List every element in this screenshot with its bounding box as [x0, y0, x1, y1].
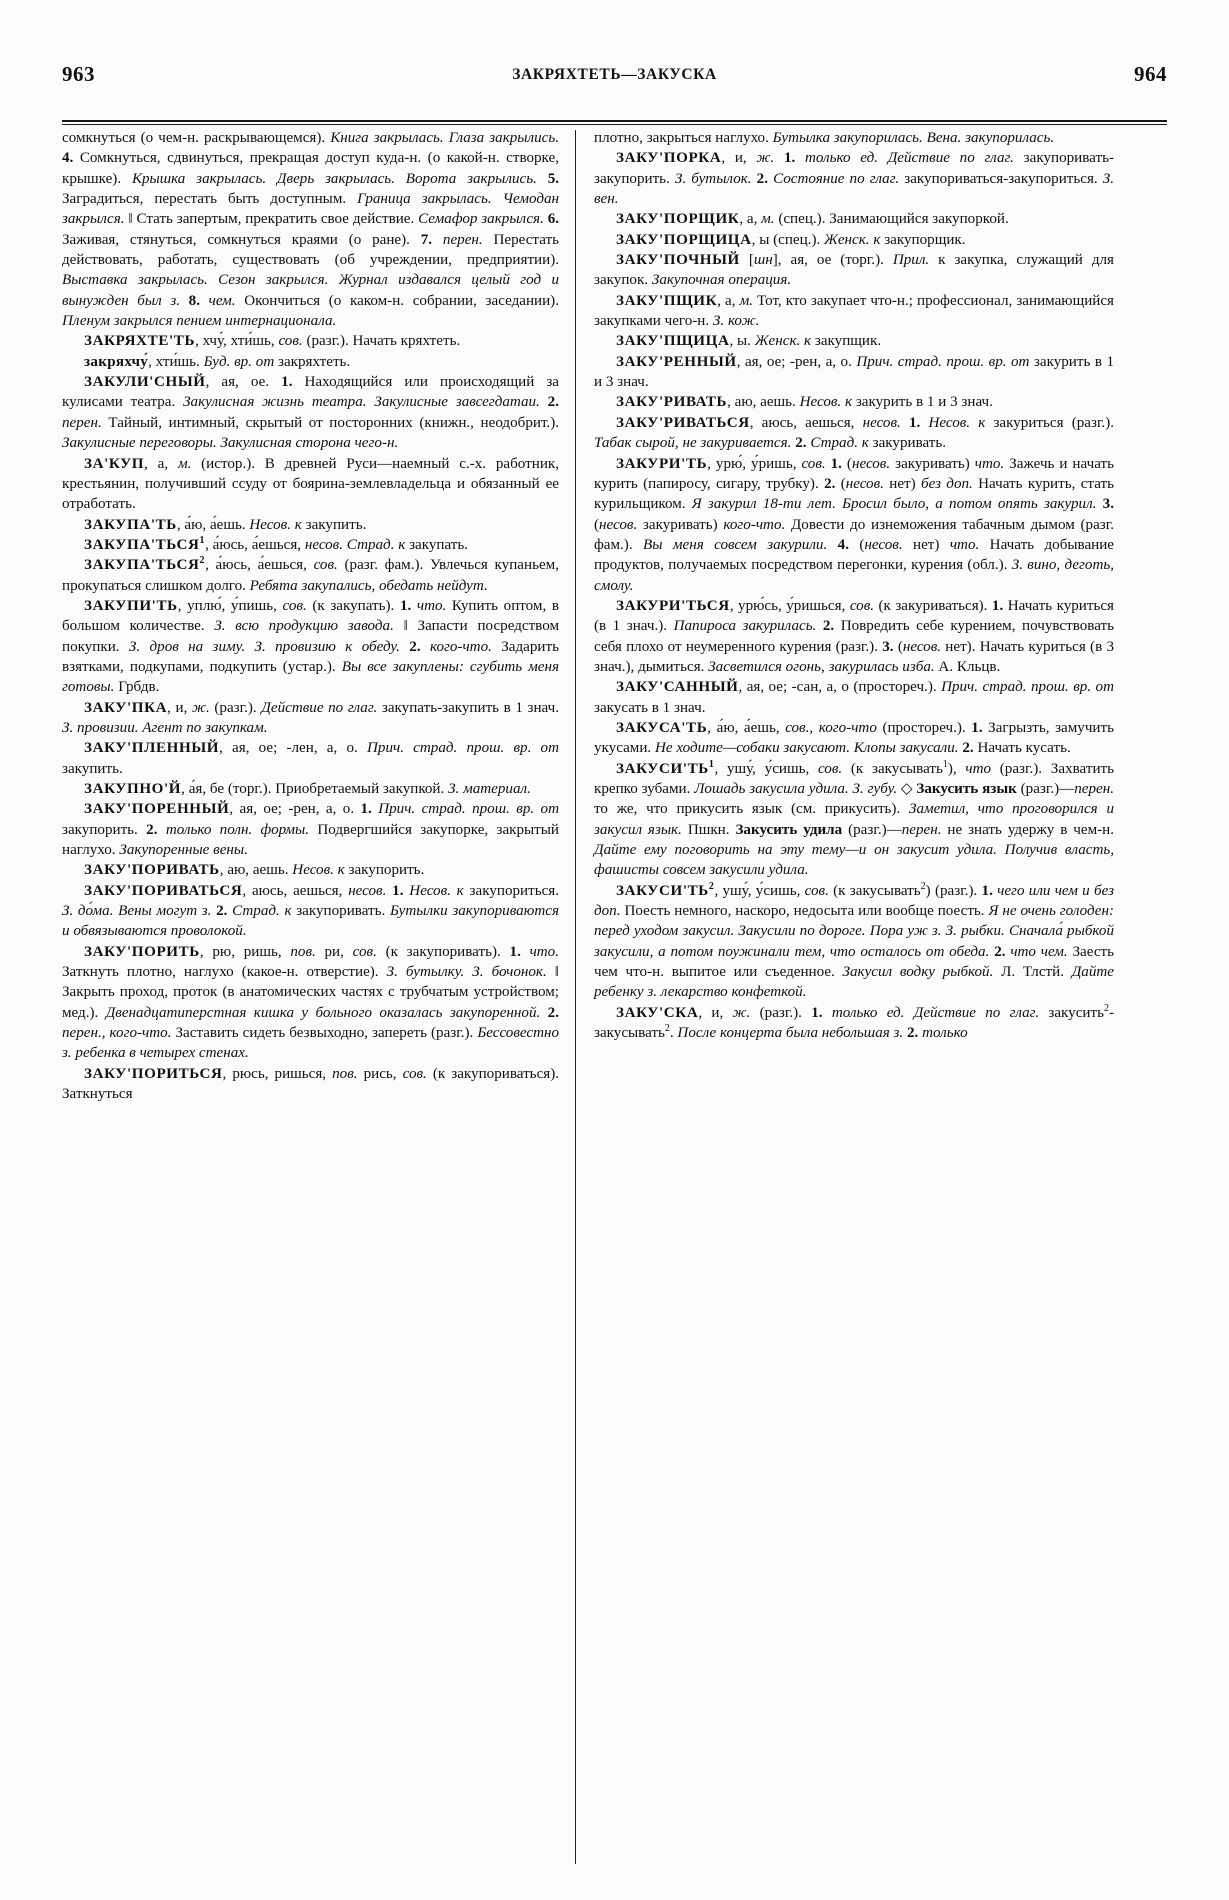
entry-definition: , рюсь, ришься, пов. рись, сов. (к закупориваться). Заткнуться	[62, 1065, 560, 1103]
folio-left: 963	[62, 62, 95, 86]
entry-definition: , рю, ришь, пов. ри, сов. (к закупоривать). 1. что. Заткнуть плотно, наглухо (какое-н. отверстие). З. бутылку. З. бочонок. ‖ Закрыть проход, проток (в анатомических частях с трубчатым устройством; мед.). Двенадцатиперстная кишка у больного оказалась закупоренной. 2. перен., кого-что. Заставить сидеть безвыходно, запереть (разг.). Бессовестно з. ребенка в четырех стенах.	[62, 943, 560, 1062]
dictionary-entry	[594, 454, 1114, 596]
entry-headword: ЗАКУПИ'ТЬ	[84, 597, 178, 614]
dictionary-entry	[62, 352, 559, 372]
dictionary-entry	[594, 209, 1114, 229]
entry-definition: , а́ю, а́ешь, сов., кого-что (простореч.). 1. Загрызть, замучить укусами. Не ходите—собаки закусают. Клопы закусали. 2. Начать кусать.	[594, 719, 1114, 757]
dictionary-entry	[62, 738, 559, 779]
entry-definition: , а́юсь, а́ешься, несов. Страд. к закупать.	[205, 536, 469, 553]
entry-headword: ЗАКУ'ПОРЩИЦА	[616, 231, 752, 248]
entry-definition: [шн], ая, ое (торг.). Прил. к закупка, служащий для закупок. Закупочная операция.	[594, 252, 1114, 289]
dictionary-entry	[594, 230, 1114, 250]
running-head	[62, 62, 1167, 96]
dictionary-entry	[594, 413, 1114, 454]
entry-headword: ЗАКРЯХТЕ'ТЬ	[84, 333, 196, 350]
entry-headword: ЗАКУПА'ТЬСЯ$^2$	[84, 555, 206, 574]
dictionary-entry	[594, 331, 1114, 351]
entry-definition: , и, ж. 1. только ед. Действие по глаг. закупоривать-закупорить. З. бутылок. 2. Состояние по глаг. закупориваться-закупориться. З. вен.	[594, 150, 1115, 208]
entry-definition: , а́юсь, а́ешься, сов. (разг. фам.). Увлечься купаньем, прокупаться слишком долго. Ребята закупались, обедать нейдут.	[62, 557, 559, 594]
entry-definition: , хчу́, хти́шь, сов. (разг.). Начать кряхтеть.	[195, 333, 461, 350]
entry-headword: ЗАКУЛИ'СНЫЙ	[84, 374, 206, 391]
dictionary-entry	[594, 596, 1114, 677]
entry-definition: , аю, аешь. Несов. к закупорить.	[219, 862, 425, 879]
folio-right: 964	[1134, 62, 1167, 86]
entry-headword: ЗАКУ'ПОРИВАТЬСЯ	[84, 882, 243, 899]
entry-headword: ЗАКУ'ПЛЕННЫЙ	[84, 740, 220, 757]
column-right	[594, 128, 1114, 1864]
entry-headword: ЗАКУРИ'ТЬ	[616, 455, 708, 472]
entry-definition: , ая, ое; -рен, а, о. 1. Прич. страд. прош. вр. от закупорить. 2. только полн. формы. Подвергшийся закупорке, закрытый наглухо. Закупоренные вены.	[62, 801, 560, 859]
entry-definition: , хти́шь. Буд. вр. от закряхтеть.	[148, 353, 351, 370]
dictionary-entry	[594, 291, 1114, 332]
entry-definition: , и, ж. (разг.). Действие по глаг. закупать-закупить в 1 знач. З. провизии. Агент по закупкам.	[62, 699, 560, 736]
entry-headword: ЗАКУ'ПОРИТЬ	[84, 943, 200, 960]
dictionary-entry	[62, 881, 559, 942]
dictionary-entry	[62, 596, 559, 698]
entry-headword: ЗАКУ'ПОЧНЫЙ	[616, 252, 740, 269]
entry-headword: ЗАКУ'ПЩИК	[616, 292, 718, 309]
entry-headword: закряхчу́	[84, 353, 149, 370]
dictionary-entry	[594, 759, 1114, 881]
dictionary-entry	[594, 881, 1114, 1003]
dictionary-entry	[62, 1064, 559, 1105]
column-left	[62, 128, 575, 1864]
dictionary-entry	[62, 535, 559, 555]
entry-headword: ЗАКУ'ПОРИВАТЬ	[84, 862, 220, 879]
column-left-continuation: сомкнуться (о чем-н. раскрывающемся). Книга закрылась. Глаза закрылись. 4. Сомкнуться, сдвинуться, прекращая доступ куда-н. (о какой-н. створке, крышке). Крышка закрылась. Дверь закрылась. Ворота закрылись. 5. Заградиться, перестать быть доступным. Граница закрылась. Чемодан закрылся. ‖ Стать запертым, прекратить свое действие. Семафор закрылся. 6. Заживая, стянуться, сомкнуться краями (о ране). 7. перен. Перестать действовать, работать, существовать (об учреждении, предприятии). Выставка закрылась. Сезон закрылся. Журнал издавался целый год и вынужден был з. 8. чем. Окончиться (о каком-н. собрании, заседании). Пленум закрылся пением интернационала.	[62, 130, 560, 330]
entry-headword: $ЗАКУСИ'ТЬ^1$	[616, 758, 715, 777]
entry-headword: ЗАКУ'ПОРЕННЫЙ	[84, 801, 230, 818]
entry-definition: , ая, ое; -рен, а, о. Прич. страд. прош. вр. от закурить в 1 и 3 знач.	[594, 353, 1114, 391]
entry-headword: ЗАКУПА'ТЬСЯ$^1$	[84, 534, 206, 553]
entry-definition: , аю, аешь. Несов. к закурить в 1 и 3 знач.	[727, 394, 993, 411]
entry-definition: , аюсь, аешься, несов. 1. Несов. к закупориться. З. до́ма. Вены могут з. 2. Страд. к закупоривать. Бутылки закупориваются и обвязываются проволокой.	[62, 882, 560, 940]
entry-definition: , ая, ое; -сан, а, о (простореч.). Прич. страд. прош. вр. от закусать в 1 знач.	[594, 679, 1114, 716]
dictionary-entry	[62, 372, 559, 453]
entry-headword: ЗАКУСА'ТЬ	[616, 719, 708, 736]
entry-definition: , а, м. (истор.). В древней Руси—наемный с.-х. работник, крестьянин, получивший ссуду от боярина-землевладельца и обязанный ее отработать.	[62, 455, 559, 513]
entry-definition: , ы (спец.). Женск. к закупорщик.	[751, 231, 966, 248]
entry-headword: ЗАКУ'ПЩИЦА	[616, 333, 730, 350]
column-divider	[575, 130, 576, 1864]
column-right-entries	[594, 148, 1114, 1043]
entry-headword: ЗАКУ'ПОРЩИК	[616, 211, 740, 228]
entry-headword: ЗАКУ'ПКА	[84, 699, 168, 716]
entry-definition: , а, м. Тот, кто закупает что-н.; профессионал, занимающийся закупками чего-н. З. кож.	[594, 292, 1114, 330]
running-head-title: ЗАКРЯХТЕТЬ—ЗАКУСКА	[512, 66, 717, 83]
entry-headword: ЗА'КУП	[84, 455, 145, 472]
entry-headword: ЗАКУ'ПОРИТЬСЯ	[84, 1065, 223, 1082]
entry-definition: , ая, ое; -лен, а, о. Прич. страд. прош. вр. от закупить.	[62, 740, 559, 777]
column-left-entries	[62, 331, 559, 1104]
entry-definition: , и, ж. (разг.). 1. только ед. Действие по глаг. закусить$^2$-закусывать$^2$. После концерта была небольшая з. 2. только	[594, 1002, 1114, 1042]
dictionary-entry	[62, 779, 559, 799]
entry-definition: , а, м. (спец.). Занимающийся закупоркой.	[739, 211, 1009, 228]
entry-definition: , урю́сь, у́ришься, сов. (к закуриваться). 1. Начать куриться (в 1 знач.). Папироса закурилась. 2. Повредить себе курением, почувствовать себя плохо от неумеренного курения (разг.). 3. (несов. нет). Начать куриться (в 3 знач.), дымиться. Засветился огонь, закурилась изба. А. Кльцв.	[594, 597, 1114, 675]
dictionary-entry	[594, 677, 1114, 718]
dictionary-entry	[62, 515, 559, 535]
entry-headword: ЗАКУРИ'ТЬСЯ	[616, 597, 730, 614]
dictionary-entry	[594, 148, 1114, 209]
entry-definition: , а́ю, а́ешь. Несов. к закупить.	[176, 516, 367, 533]
entry-definition: , уплю́, у́пишь, сов. (к закупать). 1. что. Купить оптом, в большом количестве. З. всю продукцию завода. ‖ Запасти посредством покупки. З. дров на зиму. З. провизию к обеду. 2. кого-что. Задарить взятками, подкупами, подкупить (устар.). Вы все закуплены: сгубить меня готовы. Грбдв.	[62, 597, 560, 696]
dictionary-entry	[62, 860, 559, 880]
entry-definition: , а́я, бе (торг.). Приобретаемый закупкой. З. материал.	[181, 781, 531, 797]
dictionary-entry	[62, 454, 559, 515]
entry-headword: ЗАКУ'СКА	[616, 1004, 699, 1021]
entry-definition: , ы. Женск. к закупщик.	[729, 333, 882, 350]
dictionary-entry	[62, 331, 559, 351]
entry-definition: , ушу́, у́сишь, сов. (к закусывать$^2$) (разг.). 1. чего или чем и без доп. Поесть немного, наскоро, недосыта или вообще поесть. Я не очень голоден: перед уходом закусил. Закусили по дороге. Пора уж з. З. рыбки. Сначала́ рыбкой закусили, а потом поужинали тем, что осталось от обеда. 2. что чем. Заесть чем что-н. выпитое или съеденное. Закусил водку рыбкой. Л. Тлстй. Дайте ребенку з. лекарство конфеткой.	[594, 880, 1115, 1001]
entry-definition: , ая, ое. 1. Находящийся или происходящий за кулисами театра. Закулисная жизнь театра. Закулисные завсегдатаи. 2. перен. Тайный, интимный, скрытый от посторонних (книжн., неодобрит.). Закулисные переговоры. Закулисная сторона чего-н.	[62, 374, 559, 452]
entry-headword: ЗАКУ'РИВАТЬСЯ	[616, 414, 750, 431]
entry-headword: $ЗАКУСИ'ТЬ^2$	[616, 880, 715, 899]
dictionary-entry	[62, 698, 559, 739]
header-rule	[62, 120, 1167, 125]
entry-headword: ЗАКУПА'ТЬ	[84, 516, 177, 533]
dictionary-entry	[594, 392, 1114, 412]
dictionary-entry	[594, 718, 1114, 759]
dictionary-entry	[594, 1003, 1114, 1044]
dictionary-entry	[62, 555, 559, 596]
entry-definition: , аюсь, аешься, несов. 1. Несов. к закуриться (разг.). Табак сырой, не закуривается. 2. Страд. к закуривать.	[594, 414, 1115, 452]
entry-headword: ЗАКУПНО'Й	[84, 781, 182, 797]
entry-headword: ЗАКУ'РИВАТЬ	[616, 394, 728, 411]
dictionary-entry	[62, 942, 559, 1064]
dictionary-entry	[62, 799, 559, 860]
entry-definition: , урю́, у́ришь, сов. 1. (несов. закуривать) что. Зажечь и начать курить (папиросу, сигару, трубку). 2. (несов. нет) без доп. Начать курить, стать курильщиком. Я закурил 18-ти лет. Бросил было, а потом опять закурил. 3. (несов. закуривать) кого-что. Довести до изнеможения табачным дымом (разг. фам.). Вы меня совсем закурили. 4. (несов. нет) что. Начать добывание продуктов, получаемых посредством перегонки, курения (обл.). З. вино, деготь, смолу.	[594, 455, 1115, 594]
entry-headword: ЗАКУ'РЕННЫЙ	[616, 353, 737, 370]
dictionary-entry	[594, 250, 1114, 291]
entry-headword: ЗАКУ'САННЫЙ	[616, 679, 739, 696]
dictionary-entry	[594, 352, 1114, 393]
entry-headword: ЗАКУ'ПОРКА	[616, 150, 722, 167]
column-right-continuation: плотно, закрыться наглухо. Бутылка закупорилась. Вена. закупорилась.	[594, 130, 1055, 146]
entry-definition: , ушу́, у́сишь, сов. (к закусывать$^1$), что (разг.). Захватить крепко зубами. Лошадь закусила удила. З. губу. ◇ Закусить язык (разг.)—перен. то же, что прикусить язык (см. прикусить). Заметил, что проговорился и закусил язык. Пшкн. Закусить удила (разг.)—перен. не знать удержу в чем-н. Дайте ему поговорить на эту тему—и он закусит удила. Получив власть, фашисты совсем закусили удила.	[594, 758, 1115, 879]
columns-container	[62, 128, 1179, 1864]
